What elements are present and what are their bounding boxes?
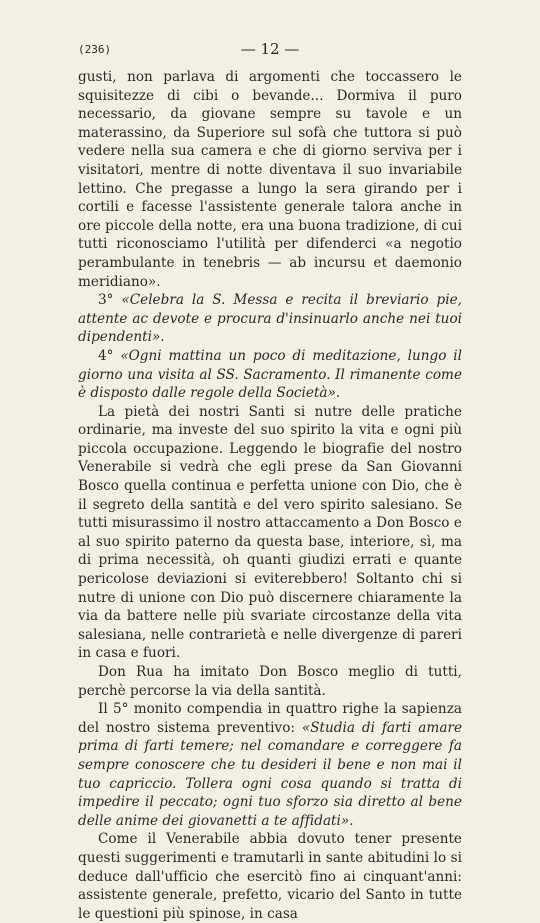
paragraph — [78, 68, 462, 291]
paragraph — [78, 700, 462, 830]
page-code: (236) — [78, 43, 112, 56]
page-body — [78, 68, 462, 923]
paragraph-text: Don Rua ha imitato Don Bosco meglio di tutti, perchè percorse la via della santità. — [78, 664, 462, 699]
paragraph-text: Il 5° monito compendia in quattro righe la sapienza del nostro sistema preventivo: — [78, 701, 462, 736]
paragraph — [78, 403, 462, 663]
paragraph — [78, 663, 462, 700]
quoted-monito: «Ogni mattina un poco di meditazione, lungo il giorno una visita al SS. Sacramento. Il rimanente come è disposto dalle regole della Società». — [78, 347, 463, 402]
item-number: 4° — [98, 347, 121, 364]
paragraph-text: gusti, non parlava di argomenti che toccassero le squisitezze di cibi o bevande... Dormiva il puro necessario, da giovane sempre su tavole e un materassino, da Superiore sul sofà che tuttora si può vedere nella sua camera e che di giorno serviva per i visitatori, mentre di notte diventava il suo invariabile lettino. Che pregasse a lungo la sera girando per i cortili e facesse l'assistente generale talora anche in ore piccole della notte, era una buona tradizione, di cui tutti riconosciamo l'utilità per difenderci «a negotio perambulante in tenebris — ab incursu et daemonio meridiano». — [78, 69, 462, 290]
item-number: 3° — [98, 292, 122, 309]
quoted-monito: «Studia di farti amare prima di farti temere; nel comandare e correggere fa sempre conoscere che tu desideri il bene e non mai il tuo capriccio. Tollera ogni cosa quando si tratta di impedire il peccato; ogni tuo sforzo sia diretto al bene delle anime dei giovanetti a te affidati». — [78, 719, 463, 829]
paragraph-text: Come il Venerabile abbia dovuto tener presente questi suggerimenti e tramutarli in sante abitudini lo si deduce dall'ufficio che esercitò fino ai cinquant'anni: assistente generale, prefetto, vicario del Santo in tutte le questioni più spinose, in casa — [78, 831, 462, 922]
paragraph — [78, 291, 462, 347]
page-number: — 12 — — [240, 40, 300, 58]
paragraph — [78, 347, 462, 403]
quoted-monito: «Celebra la S. Messa e recita il breviario pie, attente ac devote e procura d'insinuarlo anche nei tuoi dipendenti». — [78, 292, 462, 346]
paragraph-text: La pietà dei nostri Santi si nutre delle pratiche ordinarie, ma investe del suo spirito la vita e ogni più piccola occupazione. Leggendo le biografie del nostro Venerabile si vedrà che egli prese da San Giovanni Bosco quella continua e perfetta unione con Dio, che è il segreto della santità e del vero spirito salesiano. Se tutti misurassimo il nostro attaccamento a Don Bosco e al suo spirito paterno da questa base, interiore, sì, ma di prima necessità, oh quanti giudizi errati e quante pericolose deviazioni si eviterebbero! Soltanto chi si nutre di unione con Dio può discernere chiaramente la via da battere nelle più svariate circostanze della vita salesiana, nelle contrarietà e nelle divergenze di pareri in casa e fuori. — [78, 403, 462, 662]
paragraph — [78, 830, 462, 923]
page-header — [78, 40, 462, 60]
